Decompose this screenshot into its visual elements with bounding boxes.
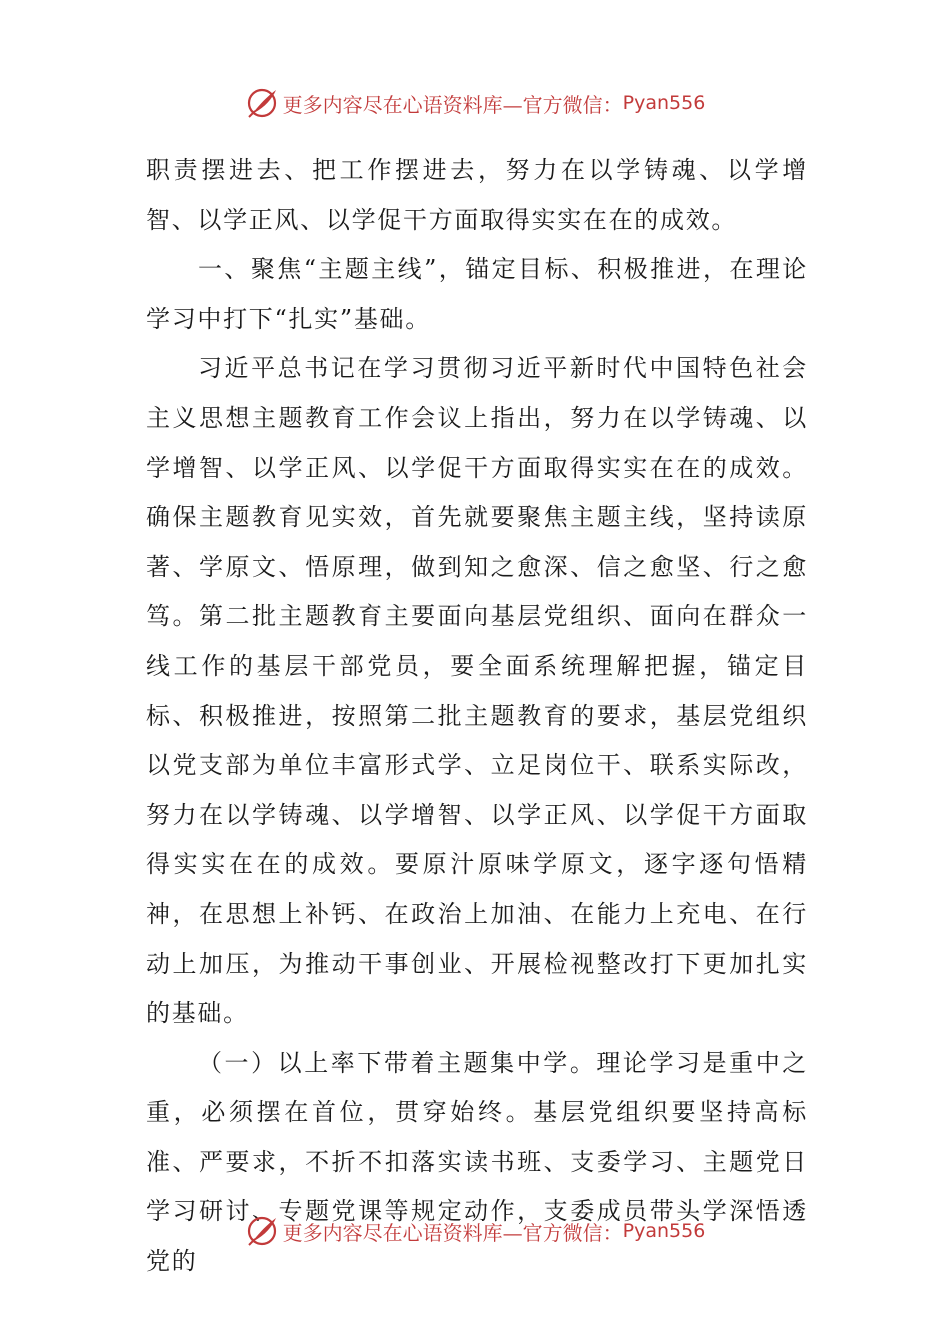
document-body — [146, 146, 808, 1287]
watermark-text: 更多内容尽在心语资料库—官方微信： — [282, 92, 623, 117]
watermark-wechat-id: Pyan556 — [622, 1220, 706, 1242]
paragraph-body: 习近平总书记在学习贯彻习近平新时代中国特色社会主义思想主题教育工作会议上指出，努力在以学铸魂、以学增智、以学正风、以学促干方面取得实实在在的成效。确保主题教育见实效，首先就要聚焦主题主线，坚持读原著、学原文、悟原理，做到知之愈深、信之愈坚、行之愈笃。第二批主题教育主要面向基层党组织、面向在群众一线工作的基层干部党员，要全面系统理解把握，锚定目标、积极推进，按照第二批主题教育的要求，基层党组织以党支部为单位丰富形式学、立足岗位干、联系实际改，努力在以学铸魂、以学增智、以学正风、以学促干方面取得实实在在的成效。要原汁原味学原文，逐字逐句悟精神，在思想上补钙、在政治上加油、在能力上充电、在行动上加压，为推动干事创业、开展检视整改打下更加扎实的基础。 — [146, 354, 808, 1028]
footer-watermark — [0, 1211, 950, 1251]
quill-logo-icon — [245, 1214, 279, 1248]
section-heading-1: 一、聚焦“主题主线”，锚定目标、积极推进，在理论学习中打下“扎实”基础。 — [146, 255, 808, 333]
watermark-wechat-id: Pyan556 — [622, 92, 706, 114]
quill-logo-icon — [245, 86, 279, 120]
header-watermark — [0, 83, 950, 123]
watermark-text: 更多内容尽在心语资料库—官方微信： — [282, 1220, 623, 1245]
subsection-heading-1: （一）以上率下带着主题集中学。理论学习是重中之重，必须摆在首位，贯穿始终。基层党组织要坚持高标准、严要求，不折不扣落实读书班、支委学习、主题党日学习研讨、专题党课等规定动作，支委成员带头学深悟透党的 — [146, 1048, 808, 1276]
paragraph-continued: 职责摆进去、把工作摆进去，努力在以学铸魂、以学增智、以学正风、以学促干方面取得实实在在的成效。 — [146, 156, 808, 234]
